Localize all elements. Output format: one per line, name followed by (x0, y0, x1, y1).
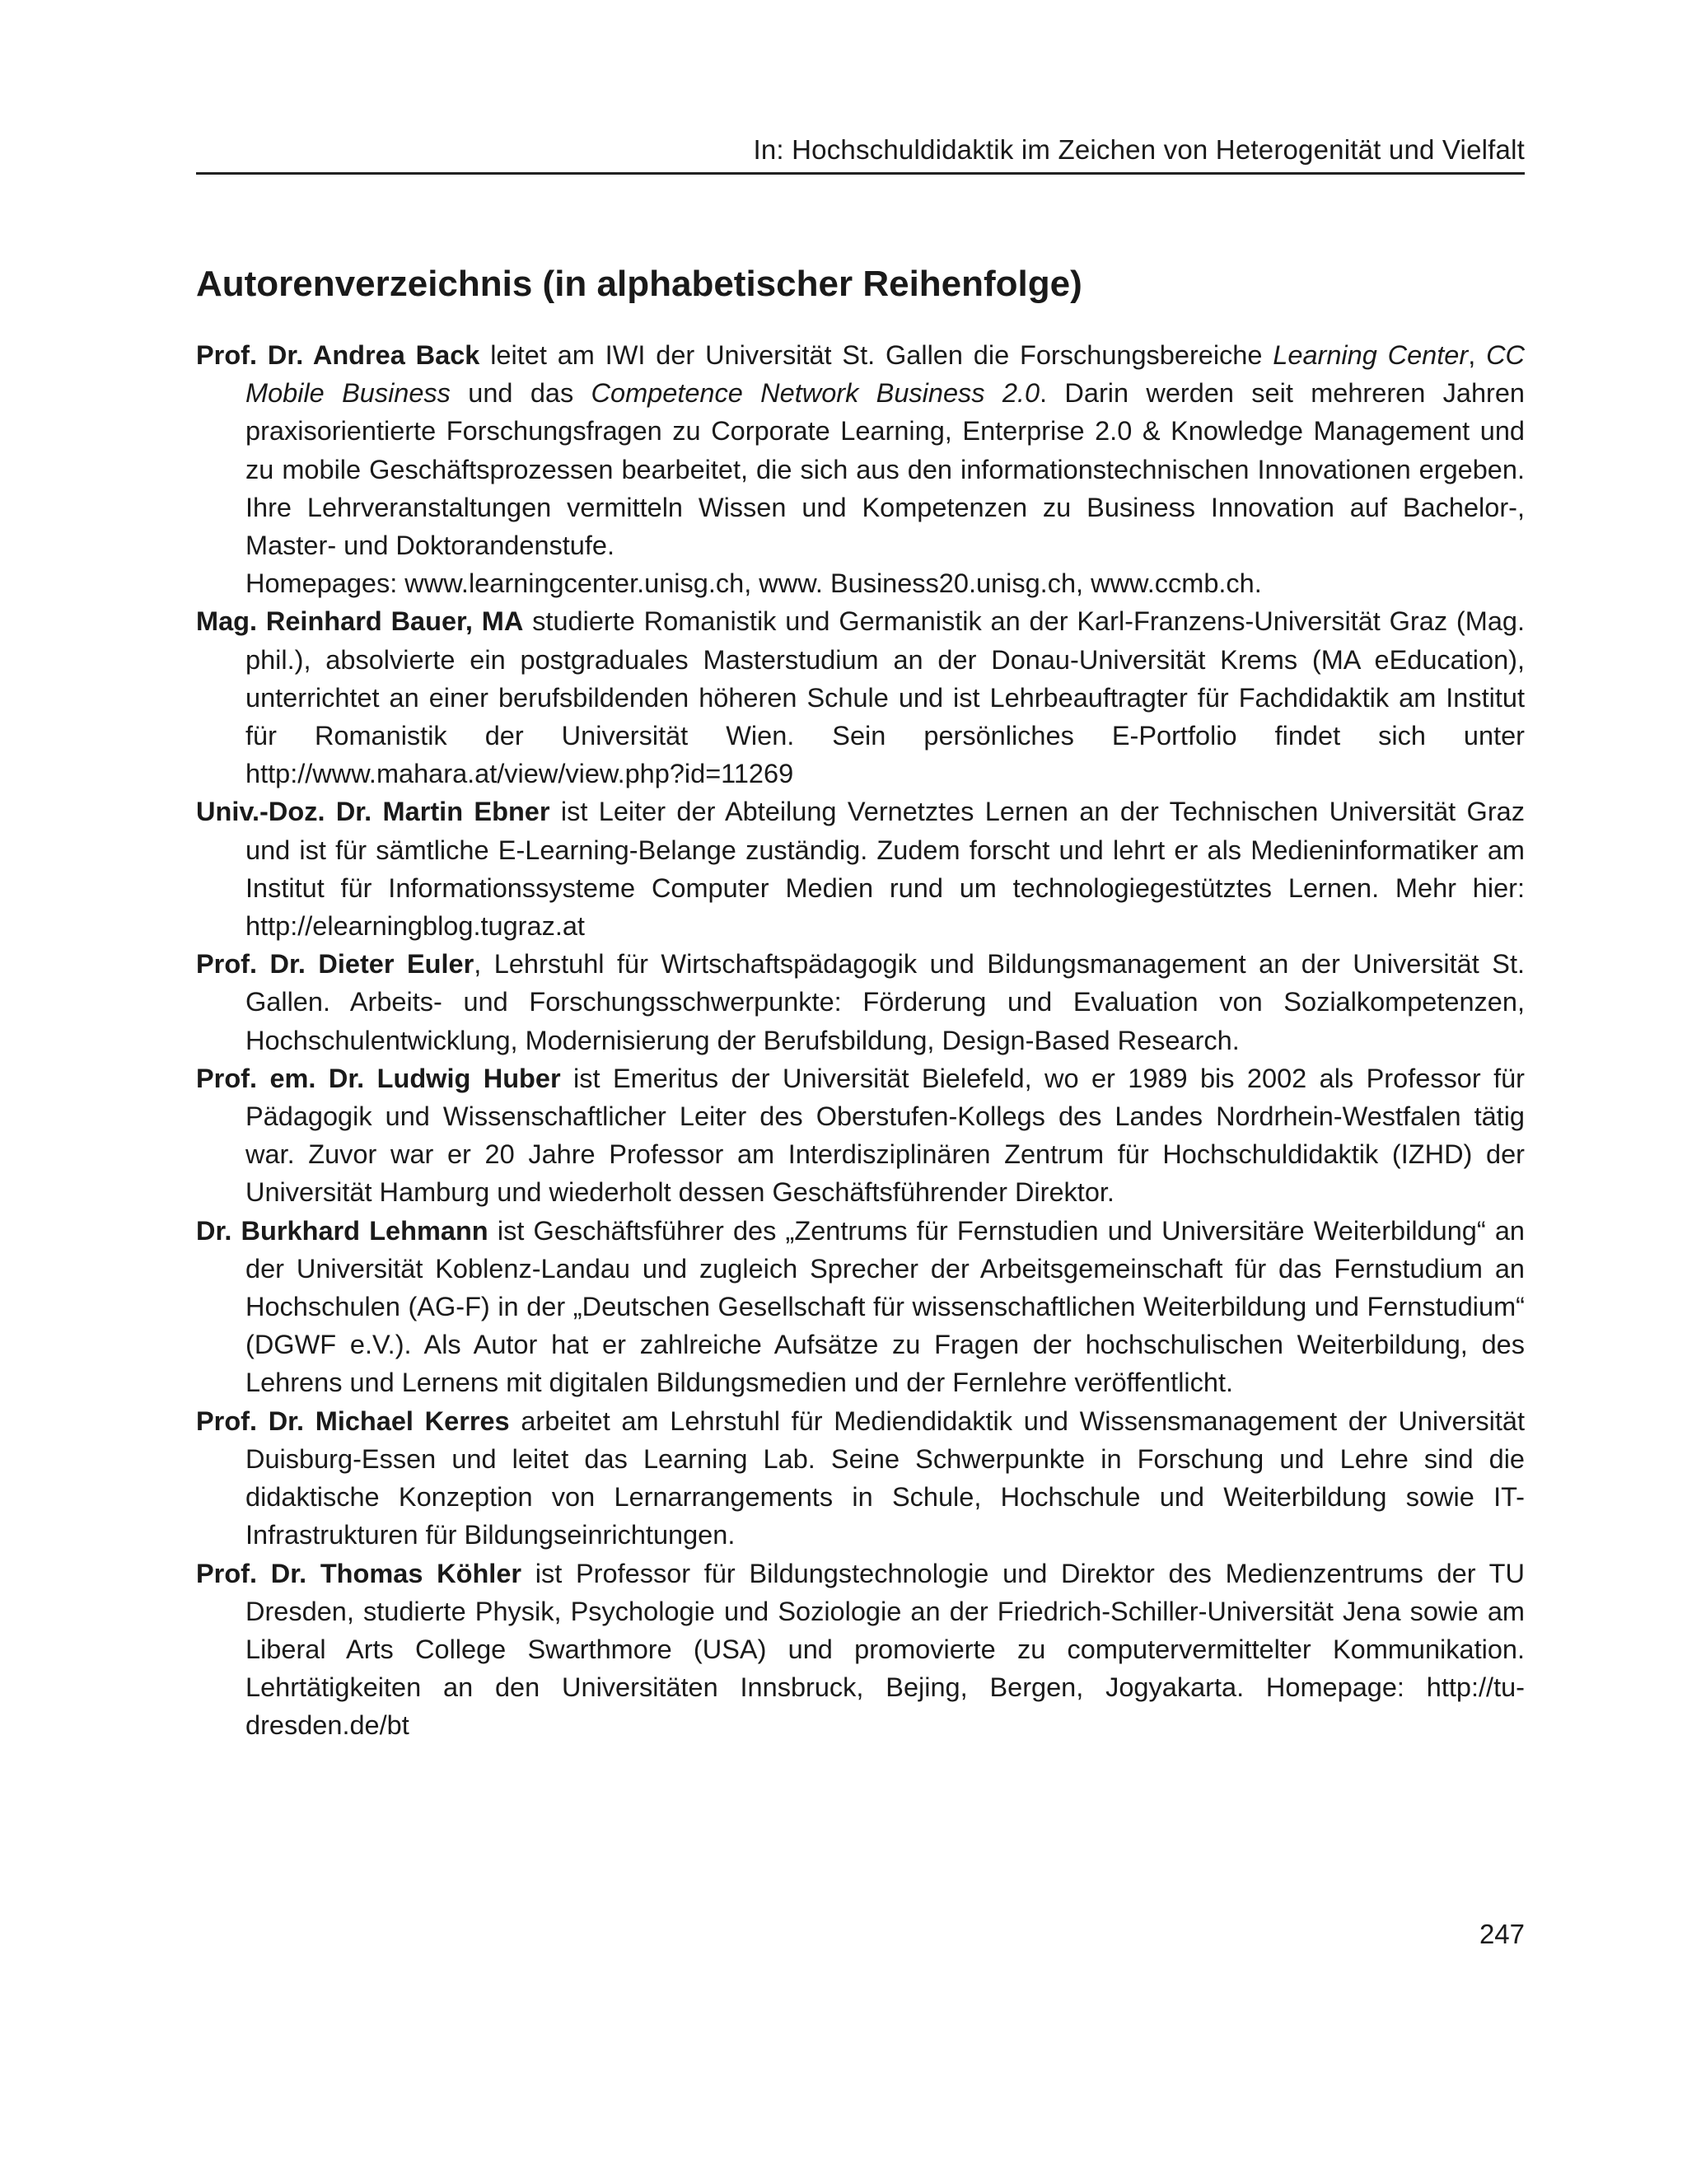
program-name: Competence Network Business 2.0 (591, 378, 1040, 409)
author-entry-back (196, 336, 1525, 602)
author-entry-koehler (196, 1555, 1525, 1745)
author-name: Prof. Dr. Dieter Euler (196, 949, 474, 980)
author-entry-huber (196, 1059, 1525, 1212)
homepages-line: Homepages: www.learningcenter.unisg.ch, www. Business20.unisg.ch, www.ccmb.ch. (245, 568, 1262, 599)
page-number: 247 (1479, 1919, 1525, 1949)
program-name: Learning Center (1273, 340, 1469, 370)
author-name: Prof. Dr. Michael Kerres (196, 1405, 510, 1436)
running-head: In: Hochschuldidaktik im Zeichen von Heterogenität und Vielfalt (753, 134, 1525, 165)
author-entry-lehmann (196, 1212, 1525, 1402)
author-text: leitet am IWI der Universität St. Gallen die Forschungsbereiche (479, 340, 1273, 370)
author-list (196, 336, 1525, 1745)
author-entry-euler (196, 945, 1525, 1059)
author-name: Prof. Dr. Andrea Back (196, 340, 480, 370)
author-text: ist Geschäftsführer des „Zentrums für Fernstudien und Universitäre Weiterbildung“ an der Universität Koblenz-Landau und zugleich Sprecher der Arbeitsgemeinschaft für das Fernstudium an Hochschulen (AG-F) in der „Deutschen Gesellschaft für wissenschaftlichen Weiterbildung und Fernstudium“ (DGWF e.V.). Als Autor hat er zahlreiche Aufsätze zu Fragen der hochschulischen Weiterbildung, des Lehrens und Lernens mit digitalen Bildungsmedien und der Fernlehre veröffentlicht. (245, 1215, 1526, 1398)
author-text: ist Leiter der Abteilung Vernetztes Lernen an der Technischen Universität Graz und ist für sämtliche E-Learning-Belange zuständig. Zudem forscht und lehrt er als Medieninformatiker am Institut für Informationssysteme Computer Medien rund um technologiegestütztes Lernen. Mehr hier: http://elearningblog.tugraz.at (245, 797, 1525, 942)
author-text: , (1468, 340, 1487, 370)
author-text: , Lehrstuhl für Wirtschaftspädagogik und Bildungsmanagement an der Universität St. Gallen. Arbeits- und Forschungsschwerpunkte: Förderung und Evaluation von Sozialkompetenzen, Hochschulentwicklung, Modernisierung der Berufsbildung, Design-Based Research. (245, 949, 1526, 1055)
author-text: studierte Romanistik und Germanistik an der Karl-Franzens-Universität Graz (Mag. phil.), absolvierte ein postgraduales Masterstudium an der Donau-Universität Krems (MA eEducation), unterrichtet an einer berufsbildenden höheren Schule und ist Lehrbeauftragter für Fachdidaktik am Institut für Romanistik der Universität Wien. Sein persönliches E-Portfolio findet sich unter http://www.mahara.at/view/view.php?id=11269 (245, 606, 1525, 789)
author-name: Prof. em. Dr. Ludwig Huber (196, 1063, 561, 1093)
author-entry-ebner (196, 793, 1525, 945)
page-header (196, 133, 1525, 175)
author-text: und das (450, 378, 591, 409)
author-text: . Darin werden seit mehreren Jahren praxisorientierte Forschungsfragen zu Corporate Learning, Enterprise 2.0 & Knowledge Management und zu mobile Geschäftsprozessen bearbeitet, die sich aus den informationstechnischen Innovationen ergeben. Ihre Lehrveranstaltungen vermitteln Wissen und Kompetenzen zu Business Innovation auf Bachelor-, Master- und Doktorandenstufe. (245, 378, 1525, 561)
program-name: CC Mobile Business (245, 340, 1526, 409)
author-entry-kerres (196, 1402, 1525, 1555)
author-text: arbeitet am Lehrstuhl für Mediendidaktik und Wissensmanagement der Universität Duisburg-Essen und leitet das Learning Lab. Seine Schwerpunkte in Forschung und Lehre sind die didaktische Konzeption von Lernarrangements in Schule, Hochschule und Weiterbildung sowie IT-Infrastrukturen für Bildungseinrichtungen. (245, 1405, 1525, 1550)
author-text: ist Professor für Bildungstechnologie und Direktor des Medienzentrums der TU Dresden, studierte Physik, Psychologie und Soziologie an der Friedrich-Schiller-Universität Jena sowie am Liberal Arts College Swarthmore (USA) und promovierte zu computervermittelter Kommunikation. Lehrtätigkeiten an den Universitäten Innsbruck, Bejing, Bergen, Jogyakarta. Homepage: http://tu-dresden.de/bt (245, 1558, 1525, 1741)
author-name: Dr. Burkhard Lehmann (196, 1215, 488, 1246)
author-entry-bauer (196, 602, 1525, 793)
author-name: Univ.-Doz. Dr. Martin Ebner (196, 797, 550, 827)
author-text: ist Emeritus der Universität Bielefeld, wo er 1989 bis 2002 als Professor für Pädagogik und Wissenschaftlicher Leiter des Oberstufen-Kollegs des Landes Nordrhein-Westfalen tätig war. Zuvor war er 20 Jahre Professor am Interdisziplinären Zentrum für Hochschuldidaktik (IZHD) der Universität Hamburg und wiederholt dessen Geschäftsführender Direktor. (245, 1063, 1525, 1208)
section-heading: Autorenverzeichnis (in alphabetischer Reihenfolge) (196, 264, 1082, 304)
author-name: Prof. Dr. Thomas Köhler (196, 1558, 522, 1588)
author-name: Mag. Reinhard Bauer, MA (196, 606, 524, 637)
